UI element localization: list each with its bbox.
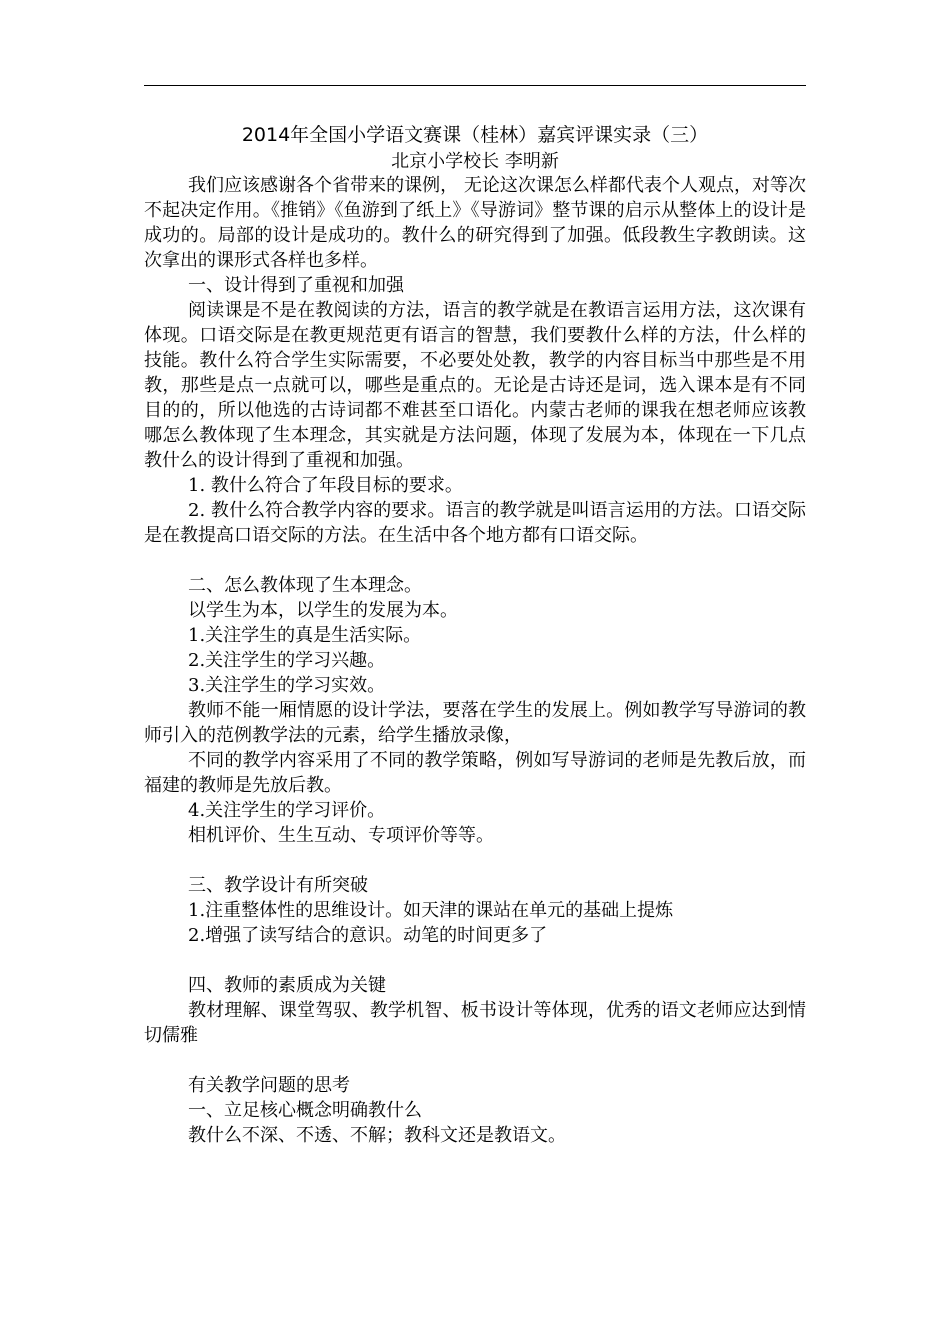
section-heading: 有关教学问题的思考 <box>188 1075 350 1096</box>
list-item: 1. 教什么符合了年段目标的要求。 <box>188 475 463 496</box>
blank-line <box>144 1048 806 1073</box>
header-rule <box>144 85 806 86</box>
paragraph: 不同的教学内容采用了不同的教学策略，例如写导游词的老师是先教后放，而福建的教师是先放后教。 <box>144 750 806 796</box>
paragraph: 教材理解、课堂驾驭、教学机智、板书设计等体现，优秀的语文老师应达到情切儒雅 <box>144 1000 806 1046</box>
document-body <box>144 120 806 1148</box>
list-item: 2.关注学生的学习兴趣。 <box>188 650 386 671</box>
paragraph: 教什么不深、不透、不解；教科文还是教语文。 <box>188 1125 566 1146</box>
blank-line <box>144 548 806 573</box>
list-item: 1.注重整体性的思维设计。如天津的课站在单元的基础上提炼 <box>188 900 674 921</box>
list-item: 1.关注学生的真是生活实际。 <box>188 625 422 646</box>
document-title: 2014年全国小学语文赛课（桂林）嘉宾评课实录（三） <box>241 124 709 146</box>
section-heading: 一、设计得到了重视和加强 <box>188 275 404 296</box>
list-item: 4.关注学生的学习评价。 <box>188 800 386 821</box>
list-item: 2.增强了读写结合的意识。动笔的时间更多了 <box>188 925 548 946</box>
section-heading: 四、教师的素质成为关键 <box>188 975 386 996</box>
list-item: 2. 教什么符合教学内容的要求。语言的教学就是叫语言运用的方法。口语交际是在教提高口语交际的方法。在生活中各个地方都有口语交际。 <box>144 500 806 546</box>
section-heading: 一、立足核心概念明确教什么 <box>188 1100 422 1121</box>
paragraph: 以学生为本，以学生的发展为本。 <box>188 600 458 621</box>
section-heading: 三、教学设计有所突破 <box>188 875 368 896</box>
paragraph-intro: 我们应该感谢各个省带来的课例， 无论这次课怎么样都代表个人观点，对等次不起决定作用。《推销》《鱼游到了纸上》《导游词》整节课的启示从整体上的设计是成功的。局部的设计是成功的。教什么的研究得到了加强。低段教生字教朗读。这次拿出的课形式各样也多样。 <box>144 175 806 271</box>
list-item: 3.关注学生的学习实效。 <box>188 675 386 696</box>
paragraph: 阅读课是不是在教阅读的方法，语言的教学就是在教语言运用方法，这次课有体现。口语交际是在教更规范更有语言的智慧，我们要教什么样的方法，什么样的技能。教什么符合学生实际需要，不必要处处教，教学的内容目标当中那些是不用教，那些是点一点就可以，哪些是重点的。无论是古诗还是词，选入课本是有不同目的的，所以他选的古诗词都不难甚至口语化。内蒙古老师的课我在想老师应该教哪怎么教体现了生本理念，其实就是方法问题，体现了发展为本，体现在一下几点教什么的设计得到了重视和加强。 <box>144 300 806 471</box>
paragraph: 教师不能一厢情愿的设计学法，要落在学生的发展上。例如教学写导游词的教师引入的范例教学法的元素，给学生播放录像， <box>144 700 806 746</box>
blank-line <box>144 948 806 973</box>
document-author: 北京小学校长 李明新 <box>391 151 559 172</box>
paragraph: 相机评价、生生互动、专项评价等等。 <box>188 825 494 846</box>
blank-line <box>144 848 806 873</box>
section-heading: 二、怎么教体现了生本理念。 <box>188 575 422 596</box>
